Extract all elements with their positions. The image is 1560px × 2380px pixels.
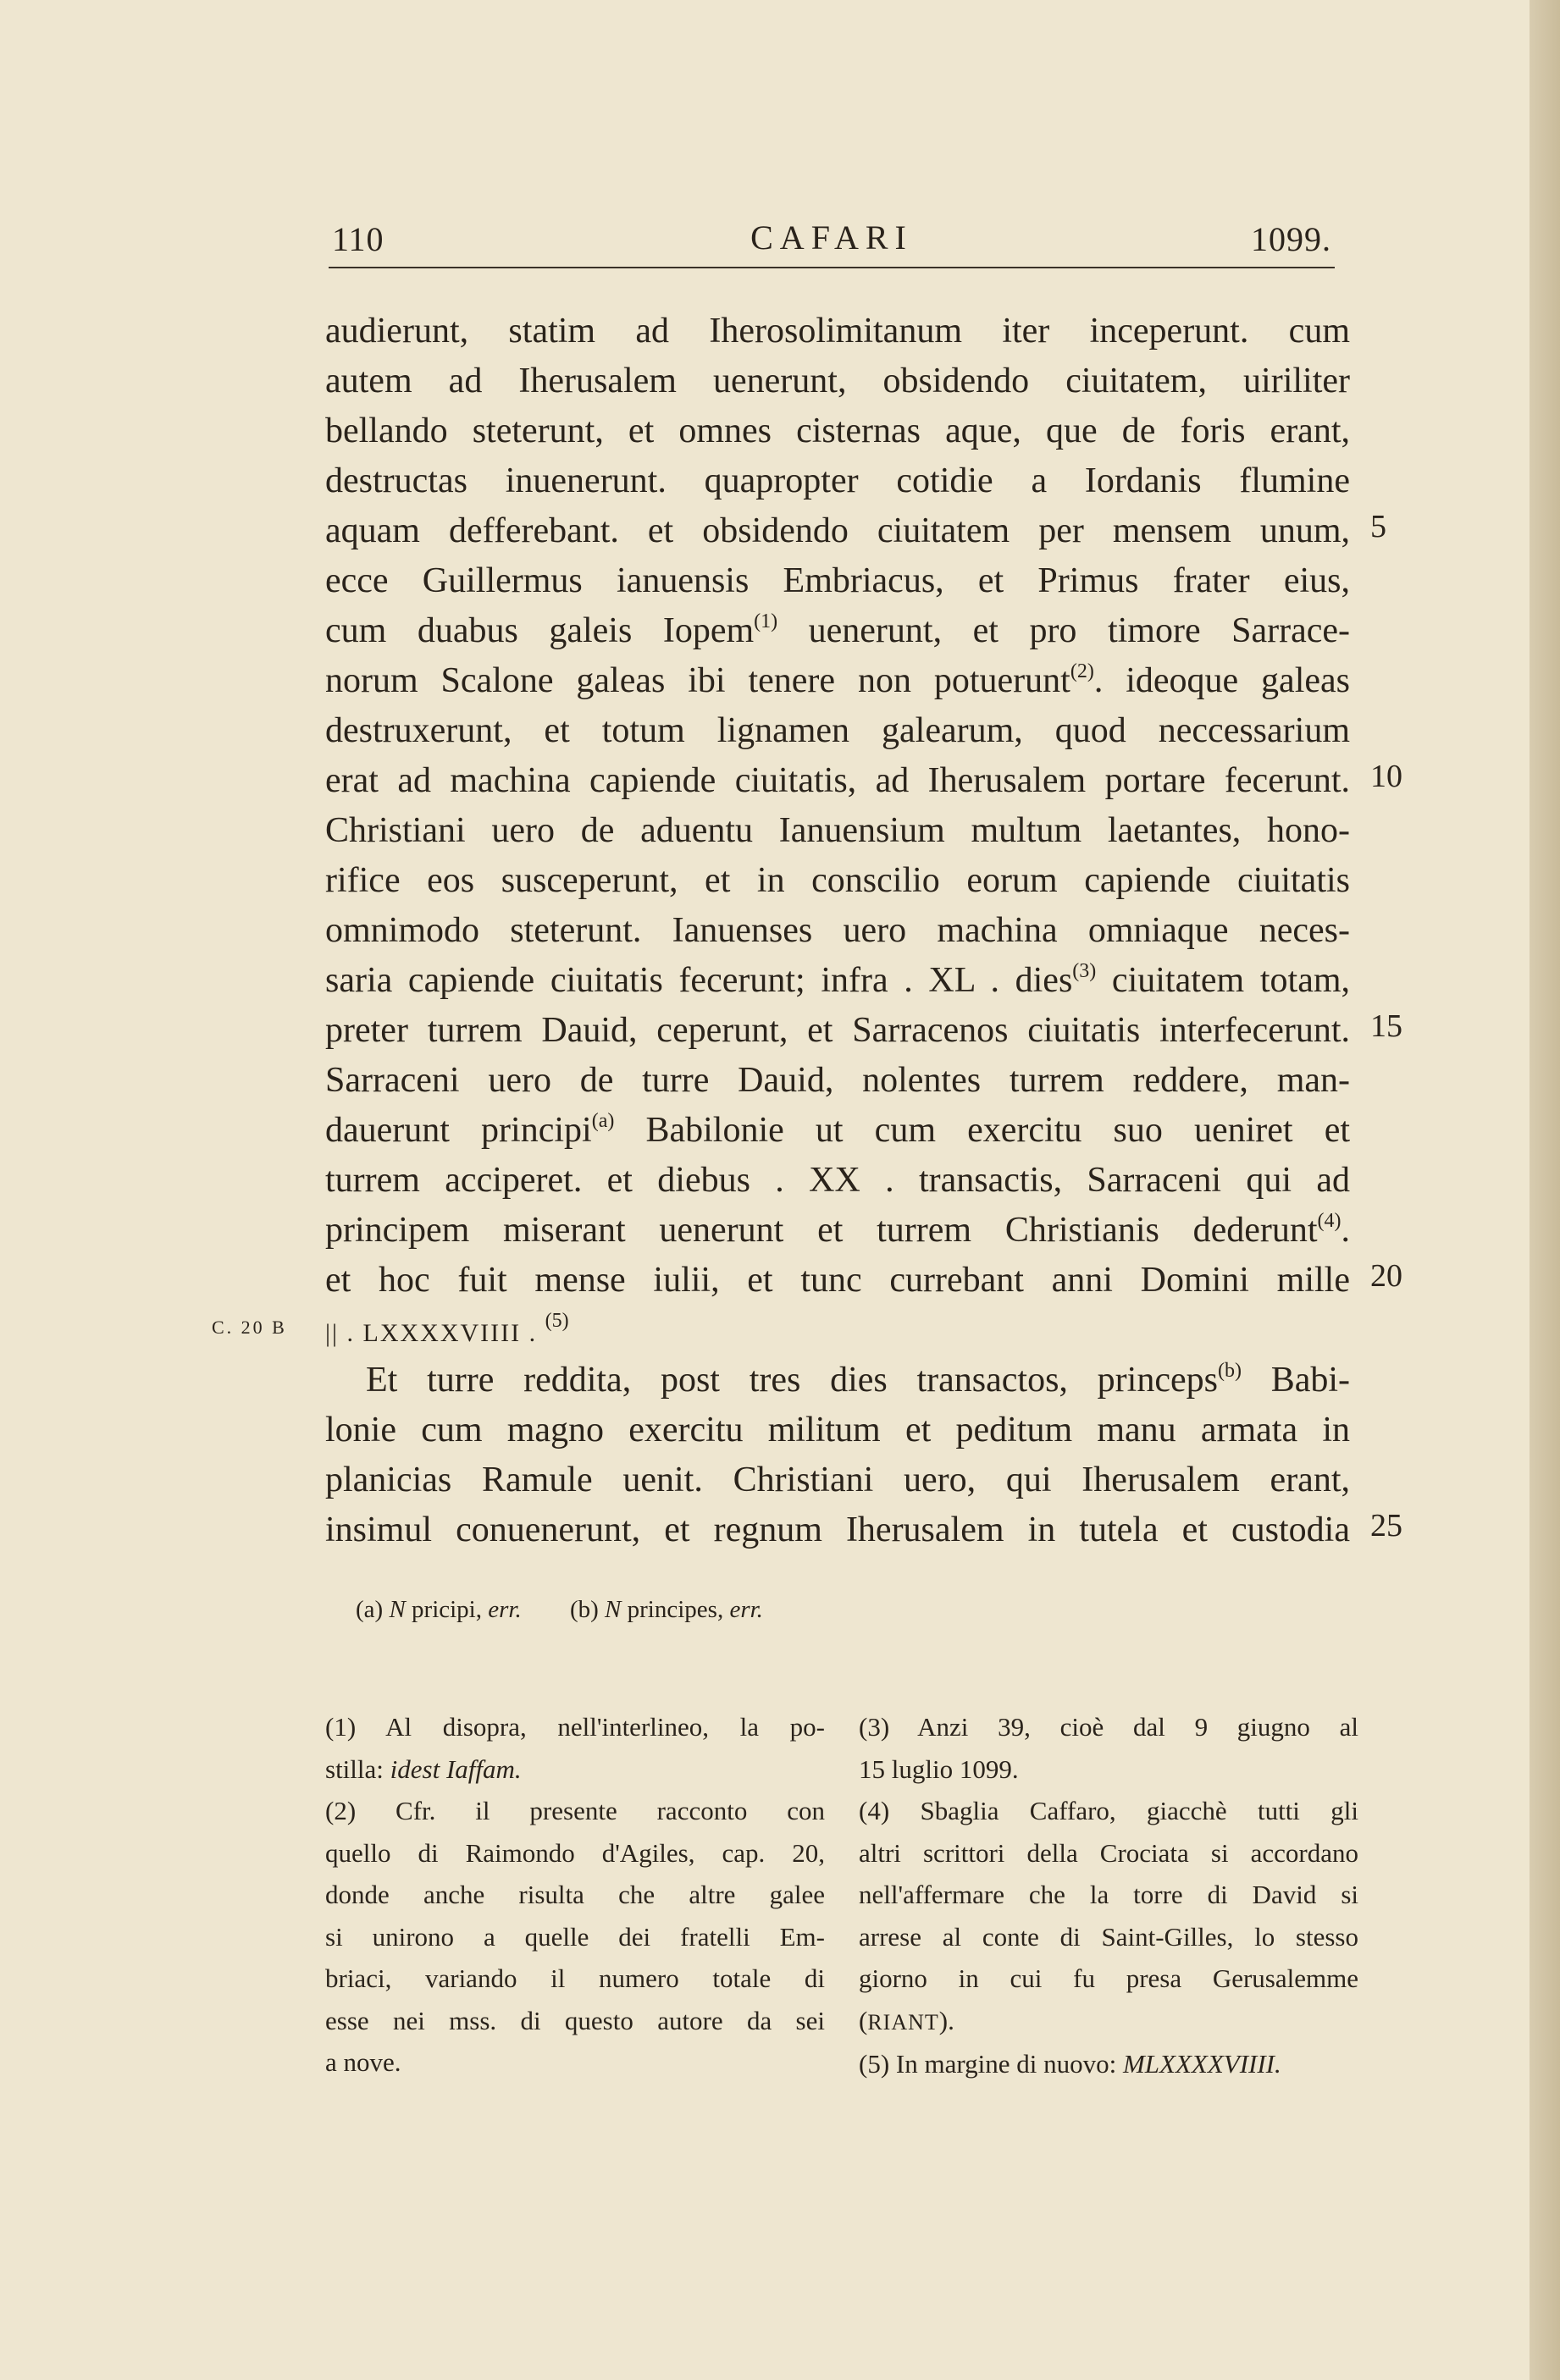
text-line: ecce Guillermus ianuensis Embriacus, et Primus frater eius, — [325, 561, 1350, 600]
apparatus-entry: (a) N pricipi, err. — [356, 1596, 522, 1623]
footnotes-right — [859, 1706, 1358, 2085]
footnote-line: a nove. — [325, 2047, 401, 2077]
footnote-ref: (1) — [754, 610, 778, 632]
line-number: 20 — [1370, 1258, 1402, 1294]
line-number: 5 — [1370, 509, 1386, 544]
footnote-line: (1) Al disopra, nell'interlineo, la po- — [325, 1712, 825, 1742]
footnote-line: (5) In margine di nuovo: MLXXXXVIIII. — [859, 2049, 1281, 2079]
text-line: et hoc fuit mense iulii, et tunc currebant anni Domini mille — [325, 1261, 1350, 1300]
text-line: Sarraceni uero de turre Dauid, nolentes turrem reddere, man- — [325, 1061, 1350, 1100]
text-line: Christiani uero de aduentu Ianuensium multum laetantes, hono- — [325, 811, 1350, 850]
footnote-line: quello di Raimondo d'Agiles, cap. 20, — [325, 1837, 825, 1868]
text-line: audierunt, statim ad Iherosolimitanum iter inceperunt. cum — [325, 312, 1350, 351]
text-line: insimul conuenerunt, et regnum Iherusalem in tutela et custodia — [325, 1510, 1350, 1549]
text-line: destructas inuenerunt. quapropter cotidie a Iordanis flumine — [325, 461, 1350, 500]
text-line: principem miserant uenerunt et turrem Christianis dederunt$^{(4)}$. — [325, 1210, 1350, 1250]
footnote-line: nell'affermare che la torre di David si — [859, 1880, 1358, 1909]
footnotes-left — [325, 1706, 825, 2084]
text-line: || . LXXXXVIIII . $^{(5)}$ — [325, 1310, 569, 1347]
text-line: autem ad Iherusalem uenerunt, obsidendo ciuitatem, uiriliter — [325, 362, 1350, 400]
running-title: CAFARI — [750, 218, 913, 257]
page-header — [329, 216, 1335, 268]
footnote-line: (2) Cfr. il presente racconto con — [325, 1796, 825, 1825]
text-line: bellando steterunt, et omnes cisternas aque, que de foris erant, — [325, 411, 1350, 450]
critical-apparatus — [356, 1596, 763, 1624]
footnote-line: giorno in cui fu presa Gerusalemme — [859, 1963, 1358, 1993]
footnote-ref: (5) — [545, 1310, 569, 1332]
line-number: 25 — [1370, 1508, 1402, 1543]
footnote-line: altri scrittori della Crociata si accordano — [859, 1837, 1358, 1868]
text-line: cum duabus galeis Iopem$^{(1)}$ uenerunt, et pro timore Sarrace- — [325, 610, 1350, 650]
footnote-line: briaci, variando il numero totale di — [325, 1963, 825, 1993]
footnote-line: donde anche risulta che altre galee — [325, 1880, 825, 1909]
footnote-ref: (3) — [1072, 960, 1097, 982]
footnote-ref: (4) — [1317, 1210, 1341, 1232]
main-text — [325, 306, 1350, 1555]
text-line: destruxerunt, et totum lignamen galearum, quod neccessarium — [325, 711, 1350, 750]
apparatus-ref: (a) — [591, 1110, 615, 1132]
text-line: saria capiende ciuitatis fecerunt; infra . XL . dies$^{(3)}$ ciuitatem totam, — [325, 960, 1350, 1000]
running-year: 1099. — [1251, 220, 1331, 258]
text-line: turrem acciperet. et diebus . XX . transactis, Sarraceni qui ad — [325, 1161, 1350, 1200]
footnote-line: 15 luglio 1099. — [859, 1753, 1019, 1784]
footnote-line: stilla: idest Iaffam. — [325, 1753, 522, 1784]
footnote-line: (RIANT). — [859, 2005, 954, 2035]
apparatus-ref: (b) — [1217, 1360, 1242, 1382]
margin-note: C. 20 B — [212, 1317, 287, 1338]
text-line: Et turre reddita, post tres dies transactos, princeps$^{(b)}$ Babi- — [366, 1360, 1351, 1400]
text-line: planicias Ramule uenit. Christiani uero, qui Iherusalem erant, — [325, 1461, 1350, 1499]
footnote-ref: (2) — [1070, 660, 1094, 682]
footnote-line: (3) Anzi 39, cioè dal 9 giugno al — [859, 1712, 1358, 1742]
line-number: 10 — [1370, 759, 1402, 794]
text-line: norum Scalone galeas ibi tenere non potuerunt$^{(2)}$. ideoque galeas — [325, 660, 1350, 700]
footnote-line: esse nei mss. di questo autore da sei — [325, 2005, 825, 2035]
text-line: dauerunt principi$^{(a)}$ Babilonie ut cum exercitu suo ueniret et — [325, 1110, 1350, 1150]
line-number: 15 — [1370, 1008, 1402, 1044]
text-line: erat ad machina capiende ciuitatis, ad Iherusalem portare fecerunt. — [325, 761, 1350, 800]
page-edge — [1530, 0, 1560, 2380]
text-line: rifice eos susceperunt, et in conscilio eorum capiende ciuitatis — [325, 861, 1350, 900]
text-line: lonie cum magno exercitu militum et peditum manu armata in — [325, 1411, 1350, 1450]
apparatus-entry: (b) N principes, err. — [569, 1596, 763, 1623]
text-line: aquam defferebant. et obsidendo ciuitatem per mensem unum, — [325, 511, 1350, 550]
text-line: preter turrem Dauid, ceperunt, et Sarracenos ciuitatis interfecerunt. — [325, 1011, 1350, 1050]
footnote-line: si unirono a quelle dei fratelli Em- — [325, 1921, 825, 1952]
text-line: omnimodo steterunt. Ianuenses uero machina omniaque neces- — [325, 911, 1350, 950]
footnote-line: arrese al conte di Saint-Gilles, lo stesso — [859, 1921, 1358, 1952]
page-number: 110 — [332, 220, 384, 258]
footnote-line: (4) Sbaglia Caffaro, giacchè tutti gli — [859, 1796, 1358, 1825]
